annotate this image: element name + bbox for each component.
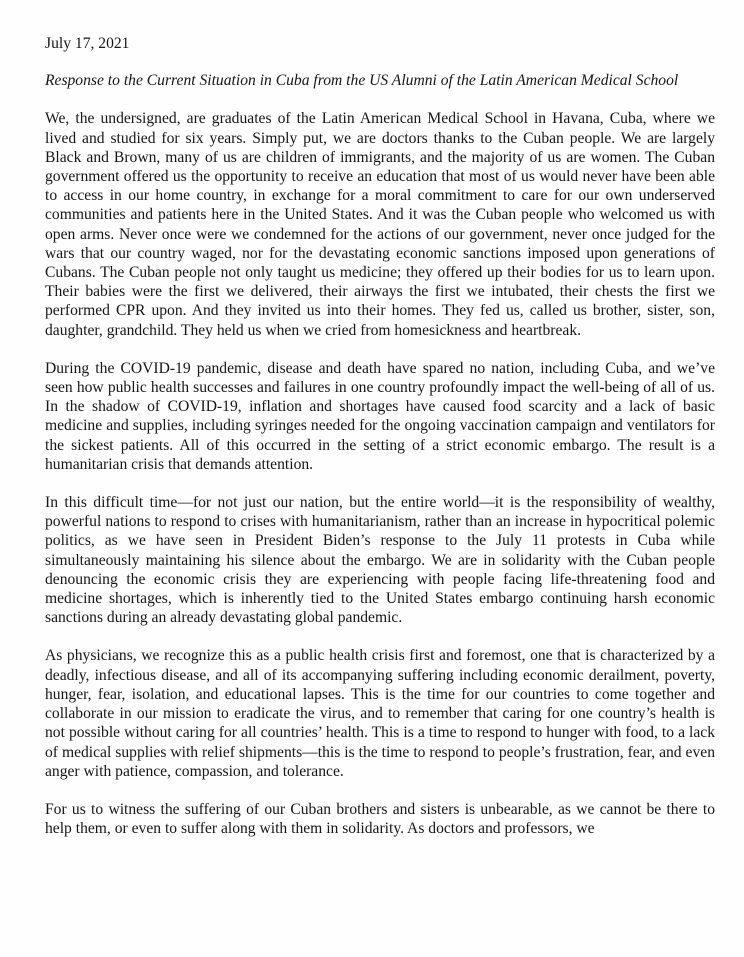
paragraph-4: As physicians, we recognize this as a public health crisis first and foremost, one that is characterized by a deadly, infectious disease, and all of its accompanying suffering including economic derailment, poverty, hunger, fear, isolation, and educational lapses. This is the time for our countries to come together and collaborate in our mission to eradicate the virus, and to remember that caring for one country’s health is not possible without caring for all countries’ health. This is a time to respond to hunger with food, to a lack of medical supplies with relief shipments—this is the time to respond to people’s frustration, fear, and even anger with patience, compassion, and tolerance. <box>45 647 715 780</box>
letter-body <box>45 34 715 857</box>
letter-title: Response to the Current Situation in Cuba from the US Alumni of the Latin American Medical School <box>45 72 679 90</box>
paragraph-3: In this difficult time—for not just our nation, but the entire world—it is the responsibility of wealthy, powerful nations to respond to crises with humanitarianism, rather than an increase in hypocritical polemic politics, as we have seen in President Biden’s response to the July 11 protests in Cuba while simultaneously maintaining his silence about the embargo. We are in solidarity with the Cuban people denouncing the economic crisis they are experiencing with people facing life-threatening food and medicine shortages, which is inherently tied to the United States embargo continuing harsh economic sanctions during an already devastating global pandemic. <box>45 494 715 627</box>
paragraph-2: During the COVID-19 pandemic, disease and death have spared no nation, including Cuba, and we’ve seen how public health successes and failures in one country profoundly impact the well-being of all of us. In the shadow of COVID-19, inflation and shortages have caused food scarcity and a lack of basic medicine and supplies, including syringes needed for the ongoing vaccination campaign and ventilators for the sickest patients. All of this occurred in the setting of a strict economic embargo. The result is a humanitarian crisis that demands attention. <box>45 359 715 473</box>
letter-date: July 17, 2021 <box>45 35 130 52</box>
paragraph-5: For us to witness the suffering of our Cuban brothers and sisters is unbearable, as we cannot be there to help them, or even to suffer along with them in solidarity. As doctors and professors, we <box>45 800 715 838</box>
paragraph-1: We, the undersigned, are graduates of the Latin American Medical School in Havana, Cuba, where we lived and studied for six years. Simply put, we are doctors thanks to the Cuban people. We are largely Black and Brown, many of us are children of immigrants, and the majority of us are women. The Cuban government offered us the opportunity to receive an education that most of us would never have been able to access in our home country, in exchange for a moral commitment to care for our own underserved communities and patients here in the United States. And it was the Cuban people who welcomed us with open arms. Never once were we condemned for the actions of our government, never once judged for the wars that our country waged, nor for the devastating economic sanctions imposed upon generations of Cubans. The Cuban people not only taught us medicine; they offered up their bodies for us to learn upon. Their babies were the first we delivered, their airways the first we intubated, their chests the first we performed CPR upon. And they invited us into their homes. They fed us, called us brother, sister, son, daughter, grandchild. They held us when we cried from homesickness and heartbreak. <box>45 110 715 339</box>
